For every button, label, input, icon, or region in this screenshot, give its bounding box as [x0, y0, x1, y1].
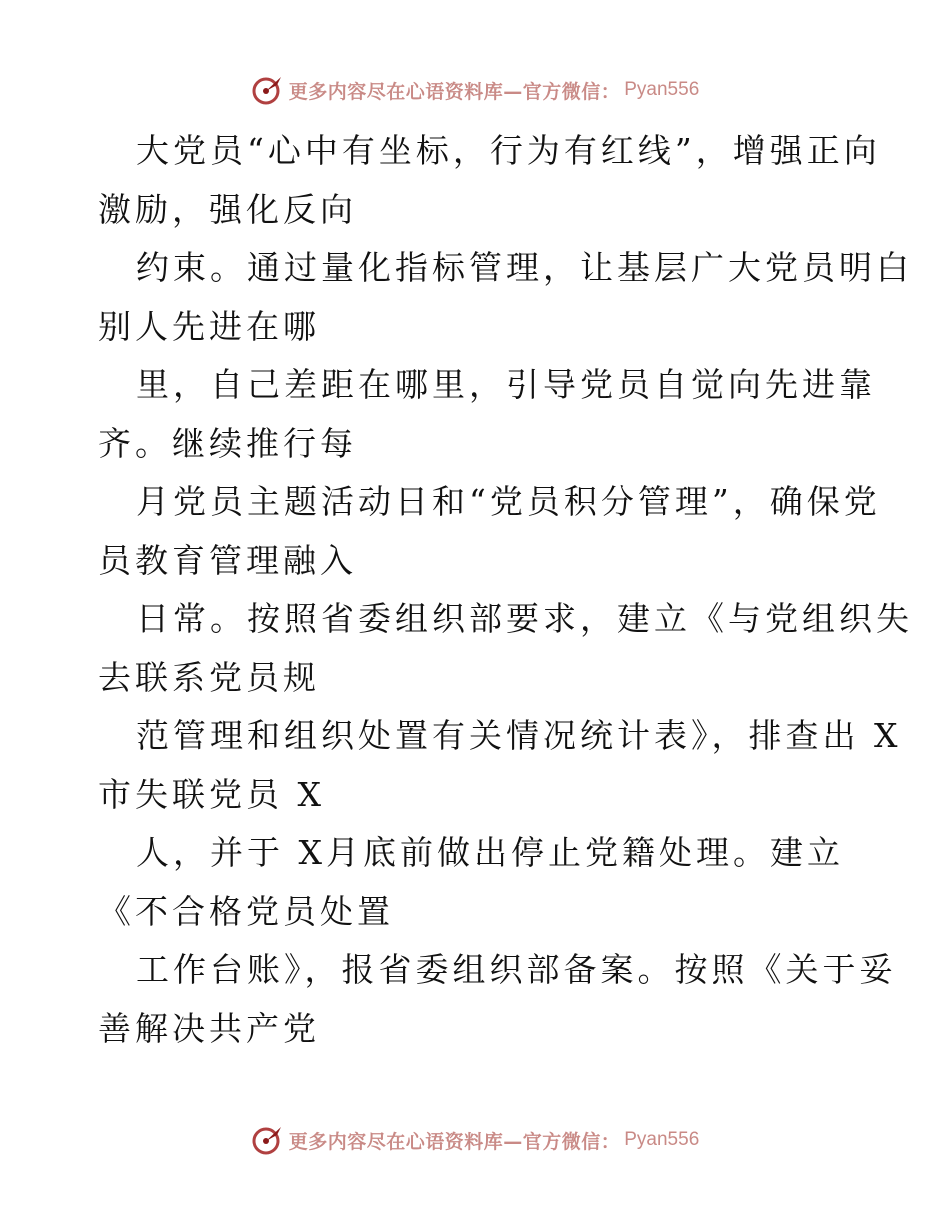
body-line-14: 《不合格党员处置: [98, 891, 394, 931]
body-line-2: 激励，强化反向: [98, 189, 357, 229]
document-body: [98, 122, 913, 1058]
body-line-7: 月党员主题活动日和“党员积分管理”，确保党: [136, 482, 881, 521]
body-line-11: 范管理和组织处置有关情况统计表》，排查出 X: [136, 716, 902, 755]
body-line-9: 日常。按照省委组织部要求，建立《与党组织失: [136, 599, 913, 638]
quill-circle-logo-icon: [251, 1123, 285, 1157]
header-banner-handle: Pyan556: [624, 79, 700, 100]
body-line-8: 员教育管理融入: [98, 540, 357, 580]
quill-circle-logo-icon: [251, 73, 285, 107]
body-line-4: 别人先进在哪: [98, 306, 320, 346]
body-line-6: 齐。继续推行每: [98, 423, 357, 463]
footer-banner-text: 更多内容尽在心语资料库—官方微信：: [288, 1130, 621, 1153]
footer-banner-handle: Pyan556: [624, 1129, 700, 1150]
body-line-13: 人，并于 X月底前做出停止党籍处理。建立: [136, 833, 844, 872]
body-line-10: 去联系党员规: [98, 657, 320, 697]
footer-banner: [0, 1120, 950, 1160]
body-line-3: 约束。通过量化指标管理，让基层广大党员明白: [136, 248, 913, 287]
header-banner-text: 更多内容尽在心语资料库—官方微信：: [288, 80, 621, 103]
body-line-5: 里，自己差距在哪里，引导党员自觉向先进靠: [136, 365, 876, 404]
body-line-16: 善解决共产党: [98, 1008, 320, 1048]
header-banner: [0, 70, 950, 110]
body-line-1: 大党员“心中有坐标，行为有红线”，增强正向: [136, 131, 881, 170]
body-line-12: 市失联党员 X: [98, 774, 325, 814]
body-line-15: 工作台账》，报省委组织部备案。按照《关于妥: [136, 950, 897, 989]
